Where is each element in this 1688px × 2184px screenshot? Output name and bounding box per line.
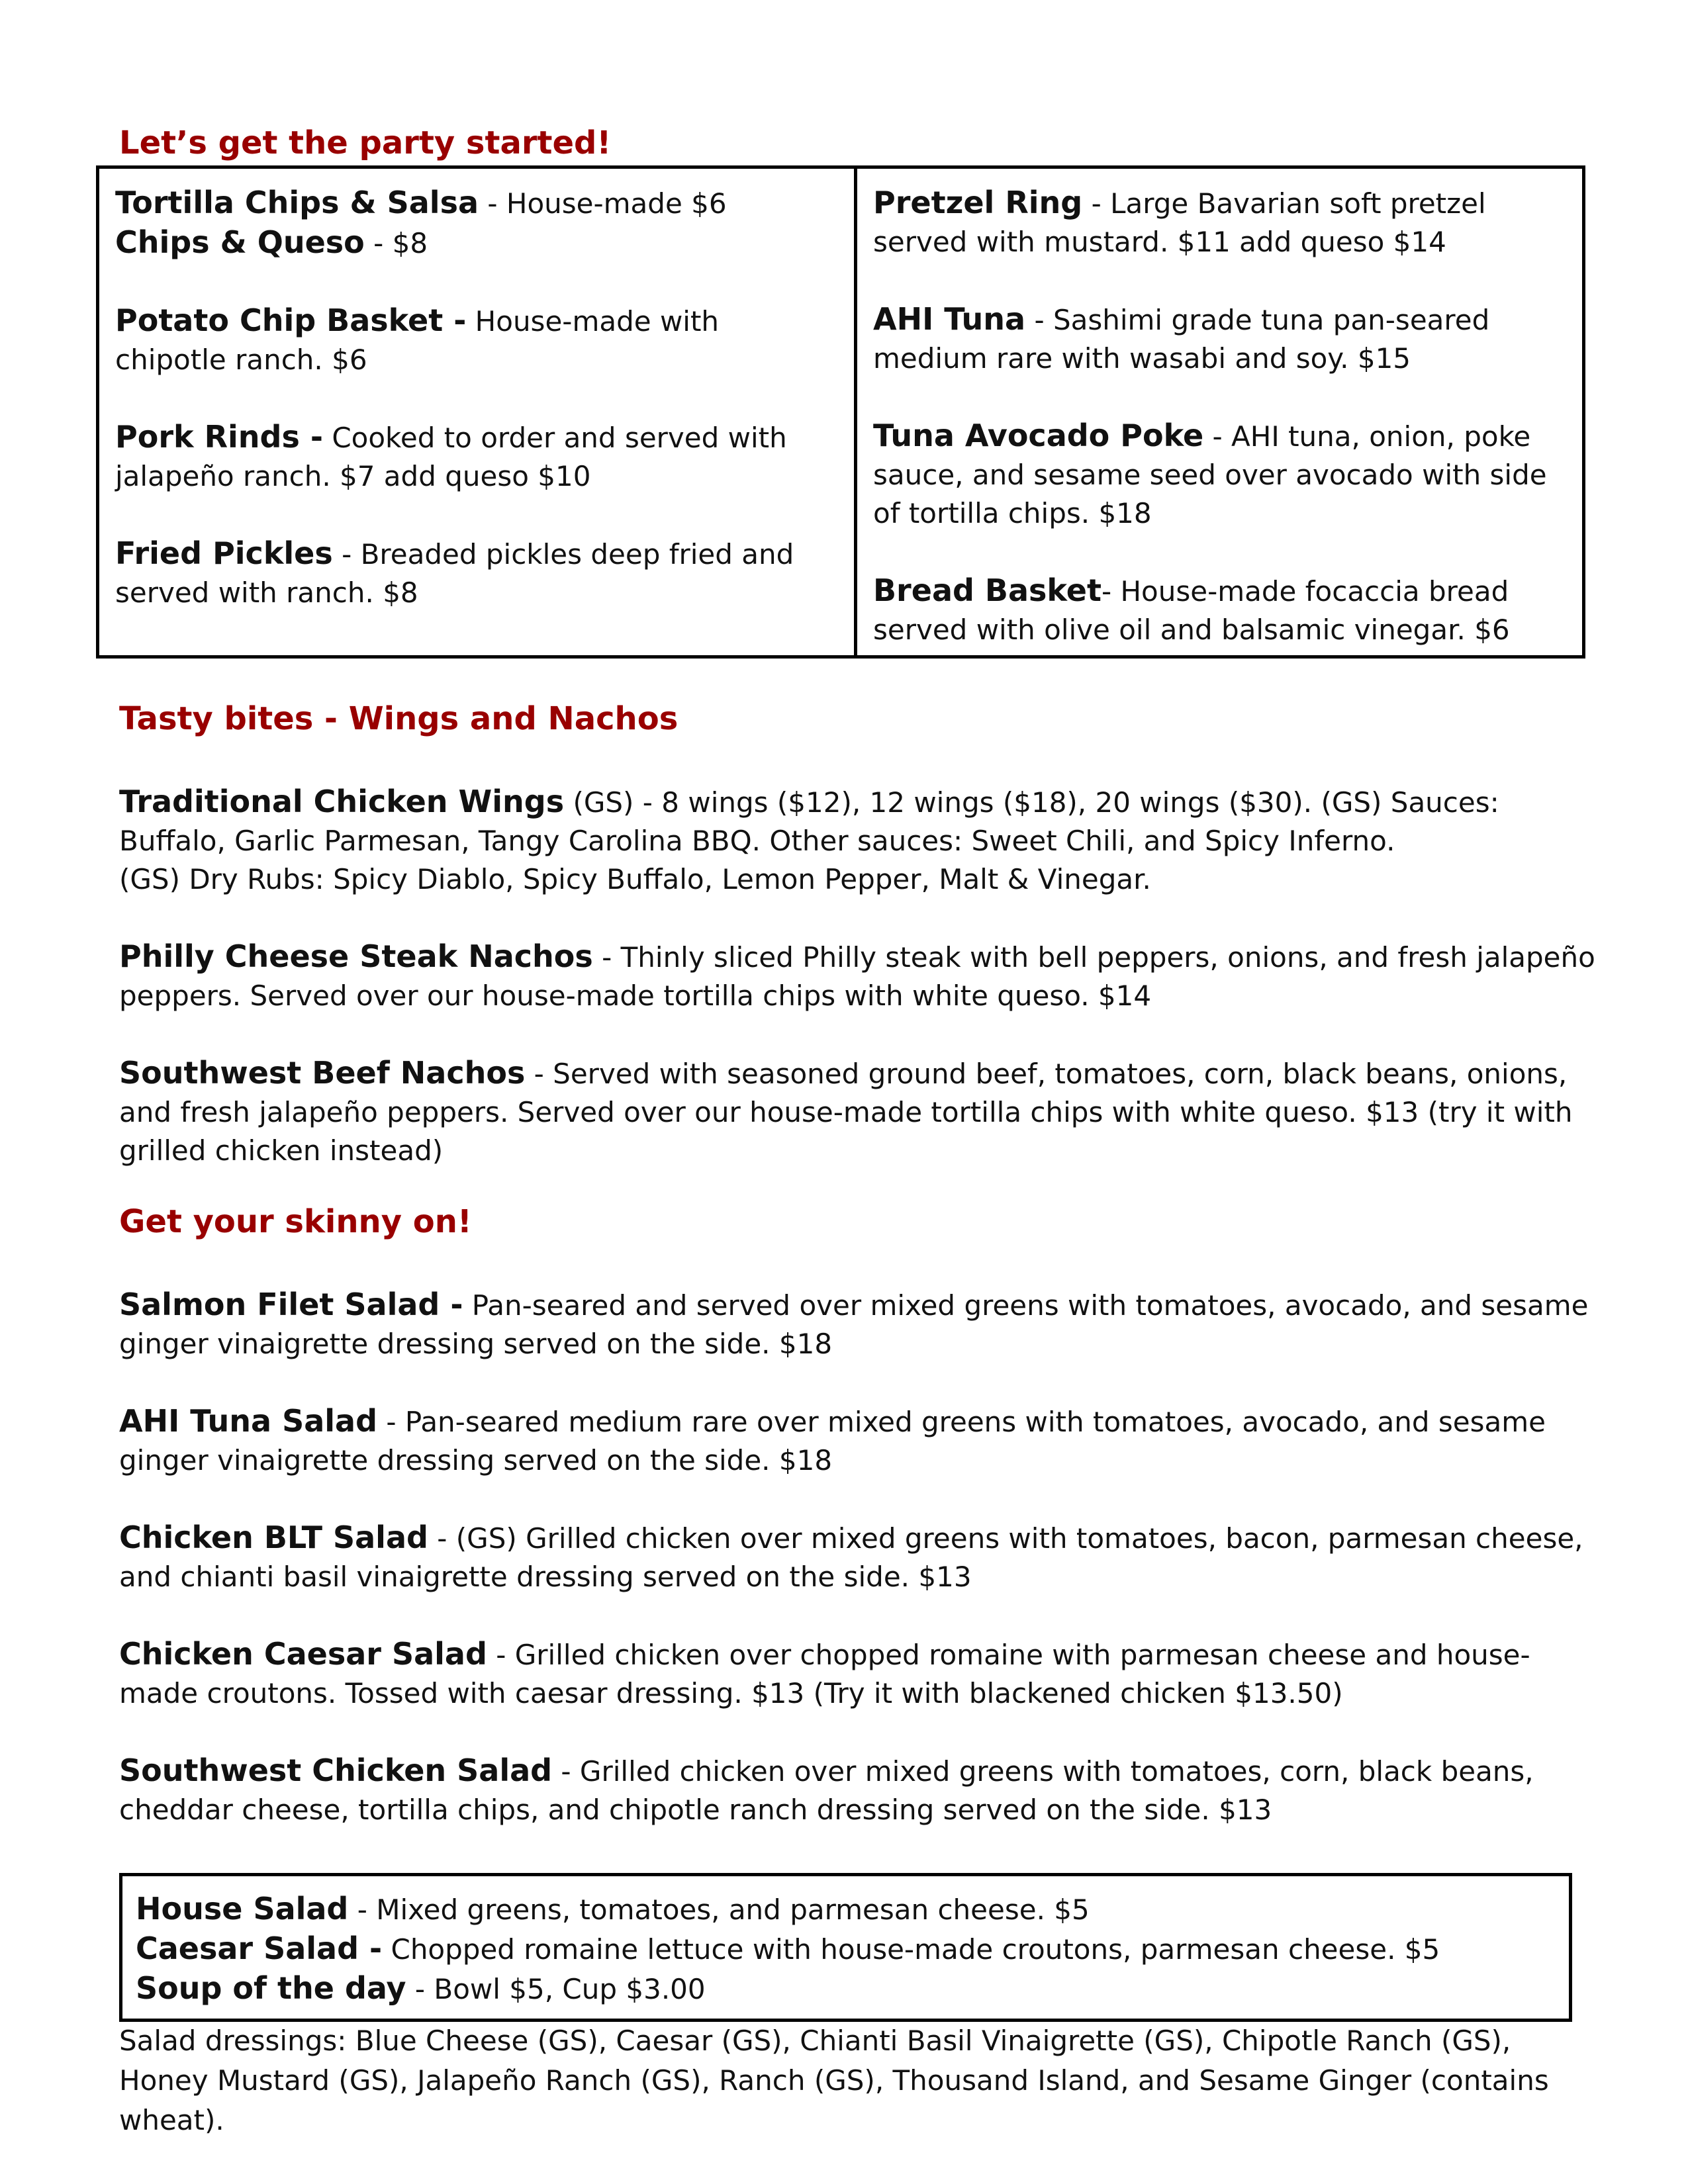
menu-item bbox=[115, 183, 838, 223]
item-desc-line2: (GS) Dry Rubs: Spicy Diablo, Spicy Buffalo, Lemon Pepper, Malt & Vinegar. bbox=[119, 863, 1151, 895]
item-desc: - Breaded pickles deep fried and served with ranch. $8 bbox=[115, 538, 794, 609]
item-desc: - Pan-seared medium rare over mixed greens with tomatoes, avocado, and sesame ginger vinaigrette dressing served on the side. $18 bbox=[119, 1406, 1546, 1477]
menu-item bbox=[115, 301, 838, 379]
menu-item bbox=[136, 1929, 1556, 1969]
item-name: Chicken Caesar Salad bbox=[119, 1636, 487, 1672]
menu-item bbox=[873, 416, 1571, 533]
item-name: House Salad bbox=[136, 1891, 349, 1927]
item-name: Pork Rinds - bbox=[115, 419, 323, 455]
menu-item bbox=[873, 571, 1571, 649]
starters-right-column bbox=[857, 169, 1582, 655]
item-desc: - House-made $6 bbox=[479, 187, 727, 220]
sides-box bbox=[119, 1873, 1572, 2022]
menu-item bbox=[136, 1889, 1556, 1929]
menu-item bbox=[119, 782, 1595, 899]
item-name: Caesar Salad - bbox=[136, 1931, 383, 1966]
item-desc: - (GS) Grilled chicken over mixed greens with tomatoes, bacon, parmesan cheese, and chianti basil vinaigrette dressing served on the side. $13 bbox=[119, 1522, 1583, 1593]
menu-item bbox=[119, 1402, 1595, 1480]
item-name: Salmon Filet Salad - bbox=[119, 1287, 463, 1322]
salad-dressings-note: Salad dressings: Blue Cheese (GS), Caesar (GS), Chianti Basil Vinaigrette (GS), Chipotle Ranch (GS), Honey Mustard (GS), Jalapeño Ranch (GS), Ranch (GS), Thousand Island, and Sesame Ginger (contains wheat). bbox=[119, 2025, 1549, 2136]
starters-left-column bbox=[99, 169, 857, 655]
section-title-wings-nachos: Tasty bites - Wings and Nachos bbox=[119, 700, 679, 737]
menu-item bbox=[115, 534, 838, 612]
menu-item bbox=[119, 1054, 1595, 1170]
item-name: AHI Tuna bbox=[873, 301, 1026, 337]
item-name: Chicken BLT Salad bbox=[119, 1520, 428, 1555]
menu-item bbox=[136, 1969, 1556, 2009]
item-desc: - House-made focaccia bread served with olive oil and balsamic vinegar. $6 bbox=[873, 575, 1510, 646]
item-name: Chips & Queso bbox=[115, 224, 365, 260]
menu-item bbox=[873, 300, 1571, 378]
item-name: Philly Cheese Steak Nachos bbox=[119, 938, 593, 974]
item-name: Tortilla Chips & Salsa bbox=[115, 185, 479, 220]
item-desc: - Thinly sliced Philly steak with bell peppers, onions, and fresh jalapeño peppers. Served over our house-made tortilla chips with white queso. $14 bbox=[119, 941, 1595, 1012]
item-name: Traditional Chicken Wings bbox=[119, 784, 565, 819]
item-name: Soup of the day bbox=[136, 1970, 406, 2006]
item-desc: (GS) - 8 wings ($12), 12 wings ($18), 20 wings ($30). (GS) Sauces: Buffalo, Garlic Parmesan, Tangy Carolina BBQ. Other sauces: Sweet Chili, and Spicy Inferno. bbox=[119, 786, 1499, 857]
item-name: Pretzel Ring bbox=[873, 185, 1083, 220]
menu-item bbox=[119, 1285, 1595, 1363]
item-desc: - $8 bbox=[364, 227, 428, 259]
wings-nachos-list bbox=[119, 782, 1595, 1208]
item-desc: - Large Bavarian soft pretzel served with mustard. $11 add queso $14 bbox=[873, 187, 1486, 258]
item-desc: Cooked to order and served with jalapeño ranch. $7 add queso $10 bbox=[115, 422, 787, 492]
menu-item bbox=[115, 418, 838, 496]
item-desc: - Grilled chicken over chopped romaine with parmesan cheese and house-made croutons. Tossed with caesar dressing. $13 (Try it with blackened chicken $13.50) bbox=[119, 1639, 1530, 1709]
menu-item bbox=[119, 1518, 1595, 1596]
menu-item bbox=[119, 937, 1595, 1015]
item-desc: - Served with seasoned ground beef, tomatoes, corn, black beans, onions, and fresh jalapeño peppers. Served over our house-made tortilla chips with white queso. $13 (try it with grilled chicken instead) bbox=[119, 1058, 1573, 1167]
item-name: Southwest Beef Nachos bbox=[119, 1055, 526, 1091]
item-desc: - Sashimi grade tuna pan-seared medium rare with wasabi and soy. $15 bbox=[873, 304, 1490, 375]
section-title-salads: Get your skinny on! bbox=[119, 1203, 472, 1240]
item-name: Potato Chip Basket - bbox=[115, 302, 467, 338]
menu-item bbox=[115, 223, 838, 263]
menu-item bbox=[119, 1751, 1595, 1829]
item-name: Southwest Chicken Salad bbox=[119, 1752, 553, 1788]
item-desc: - Mixed greens, tomatoes, and parmesan cheese. $5 bbox=[348, 1893, 1090, 1926]
starters-box bbox=[96, 165, 1585, 659]
item-desc: - Grilled chicken over mixed greens with tomatoes, corn, black beans, cheddar cheese, tortilla chips, and chipotle ranch dressing served on the side. $13 bbox=[119, 1755, 1534, 1826]
salads-list bbox=[119, 1285, 1595, 1868]
item-desc: - Bowl $5, Cup $3.00 bbox=[406, 1973, 706, 2005]
section-title-starters: Let’s get the party started! bbox=[119, 124, 612, 161]
item-desc: House-made with chipotle ranch. $6 bbox=[115, 305, 720, 376]
menu-item bbox=[119, 1635, 1595, 1713]
item-name: Tuna Avocado Poke bbox=[873, 418, 1204, 453]
item-name: Fried Pickles bbox=[115, 535, 333, 571]
item-desc: - AHI tuna, onion, poke sauce, and sesame seed over avocado with side of tortilla chips. $18 bbox=[873, 420, 1547, 529]
item-name: AHI Tuna Salad bbox=[119, 1403, 378, 1439]
item-desc: Pan-seared and served over mixed greens with tomatoes, avocado, and sesame ginger vinaigrette dressing served on the side. $18 bbox=[119, 1289, 1589, 1360]
item-desc: Chopped romaine lettuce with house-made croutons, parmesan cheese. $5 bbox=[382, 1933, 1440, 1966]
menu-item bbox=[873, 183, 1571, 261]
item-name: Bread Basket bbox=[873, 572, 1102, 608]
